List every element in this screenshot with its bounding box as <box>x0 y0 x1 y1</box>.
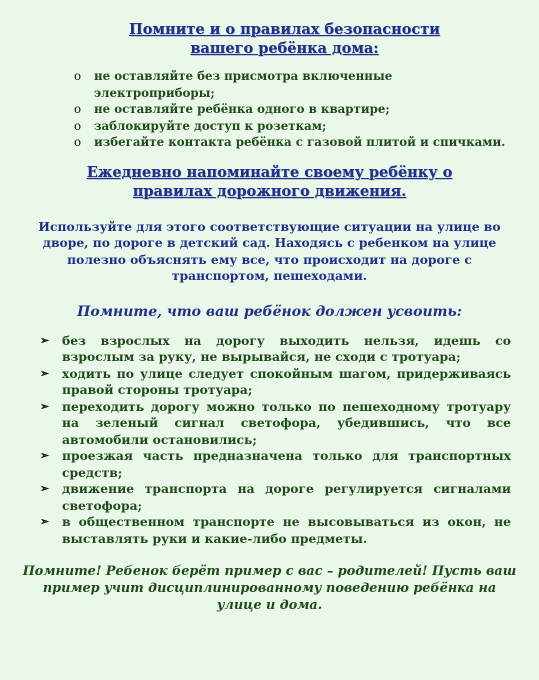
arrow-bullet-icon: ➢ <box>40 366 50 380</box>
list-item-text: ходить по улице следует спокойным шагом, придерживаясь правой стороны тротуара; <box>62 365 511 397</box>
list-item: o не оставляйте без присмотра включенные электроприборы; <box>22 68 517 101</box>
arrow-bullet-icon: ➢ <box>40 399 50 413</box>
list-item-text: без взрослых на дорогу выходить нельзя, идешь со взрослым за руку, не вырывайся, не сходи с тротуара; <box>62 332 511 364</box>
arrow-bullet-icon: ➢ <box>40 449 50 462</box>
arrow-bullet-icon: ➢ <box>40 515 50 528</box>
traffic-rules-paragraph: Используйте для этого соответствующие ситуации на улице во дворе, по дороге в детский сад. Находясь с ребенком на улице полезно объяснять ему все, что происходит на дороге с транспортом, пешеходами. <box>38 218 501 283</box>
traffic-rules-heading-line1: Ежедневно напоминайте своему ребёнку о <box>86 163 453 181</box>
list-item <box>22 481 517 514</box>
list-item <box>22 366 517 399</box>
home-safety-heading-line1: Помните и о правилах безопасности <box>129 21 440 38</box>
list-item: o не оставляйте ребёнка одного в квартире; <box>22 101 517 118</box>
list-item: o избегайте контакта ребёнка с газовой плитой и спичками. <box>22 134 517 151</box>
list-item-text: проезжая часть предназначена только для транспортных средств; <box>62 448 511 480</box>
list-item <box>22 399 517 449</box>
traffic-rules-heading-line2: правилах дорожного движения. <box>132 182 407 200</box>
traffic-rules-heading <box>22 163 517 201</box>
list-item-text: в общественном транспорте не высовываться из окон, не выставлять руки и какие-либо предметы. <box>62 514 511 546</box>
list-item <box>22 333 517 366</box>
home-safety-heading-line2: вашего ребёнка дома: <box>190 40 379 57</box>
list-item-text: движение транспорта на дороге регулируется сигналами светофора; <box>62 481 511 513</box>
list-item <box>22 514 517 547</box>
list-item-text: переходить дорогу можно только по пешеходному тротуару на зеленый сигнал светофора, убедившись, что все автомобили остановились; <box>62 398 511 447</box>
arrow-bullet-icon: ➢ <box>40 333 50 347</box>
footer-note: Помните! Ребенок берёт пример с вас – родителей! Пусть ваш пример учит дисциплинированному поведению ребёнка на улице и дома. <box>22 564 517 613</box>
home-safety-list <box>22 68 517 151</box>
list-item <box>22 448 517 481</box>
must-learn-list <box>22 333 517 548</box>
home-safety-heading <box>52 20 517 58</box>
arrow-bullet-icon: ➢ <box>40 482 50 495</box>
must-learn-heading: Помните, что ваш ребёнок должен усвоить: <box>77 303 462 320</box>
list-item: o заблокируйте доступ к розеткам; <box>22 118 517 135</box>
